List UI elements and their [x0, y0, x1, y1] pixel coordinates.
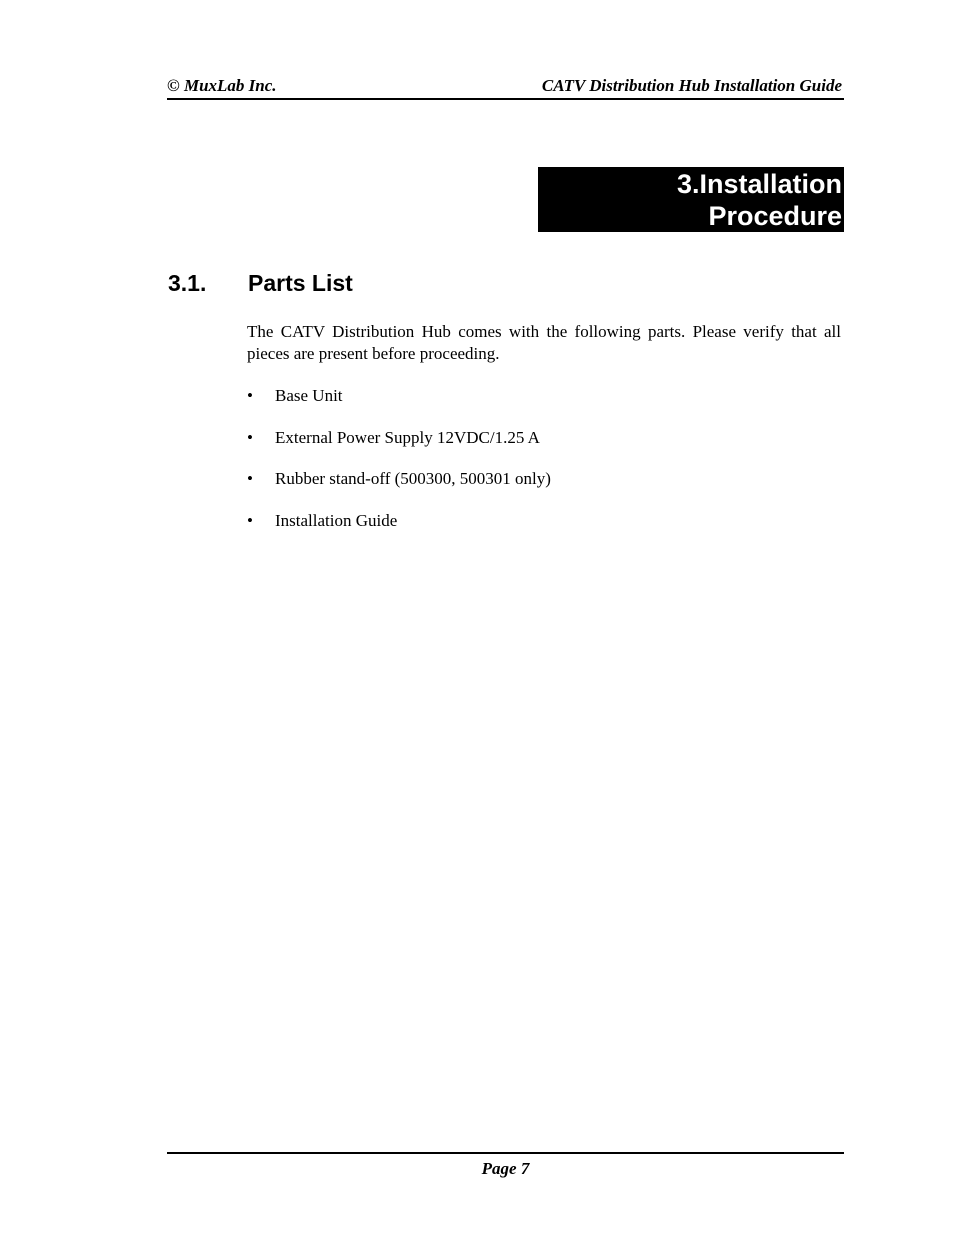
- list-item: [247, 468, 841, 490]
- intro-paragraph: The CATV Distribution Hub comes with the following parts. Please verify that all pieces are present before proceeding.: [247, 322, 841, 363]
- bullet-icon: •: [247, 469, 253, 489]
- list-item: [247, 427, 841, 449]
- list-item: [247, 510, 841, 532]
- page-header: [167, 76, 844, 100]
- header-doc-title: CATV Distribution Hub Installation Guide: [541, 76, 842, 95]
- list-item-text: External Power Supply 12VDC/1.25 A: [275, 427, 540, 447]
- page-footer: [167, 1152, 844, 1179]
- header-copyright: © MuxLab Inc.: [167, 76, 277, 95]
- chapter-title-box: [538, 167, 844, 232]
- page-number: Page 7: [481, 1159, 530, 1178]
- chapter-title-line-2: Procedure: [708, 201, 842, 231]
- list-item-text: Base Unit: [275, 386, 343, 405]
- section-number: 3.1.: [168, 270, 207, 296]
- bullet-icon: •: [247, 510, 253, 530]
- list-item-text: Rubber stand-off (500300, 500301 only): [275, 469, 551, 489]
- list-item: [247, 385, 841, 407]
- chapter-title-line-1: 3.Installation: [676, 169, 842, 199]
- parts-list: [247, 385, 841, 551]
- section-title: Parts List: [248, 270, 353, 296]
- list-item-text: Installation Guide: [275, 510, 398, 530]
- bullet-icon: •: [247, 427, 253, 447]
- bullet-icon: •: [247, 386, 253, 405]
